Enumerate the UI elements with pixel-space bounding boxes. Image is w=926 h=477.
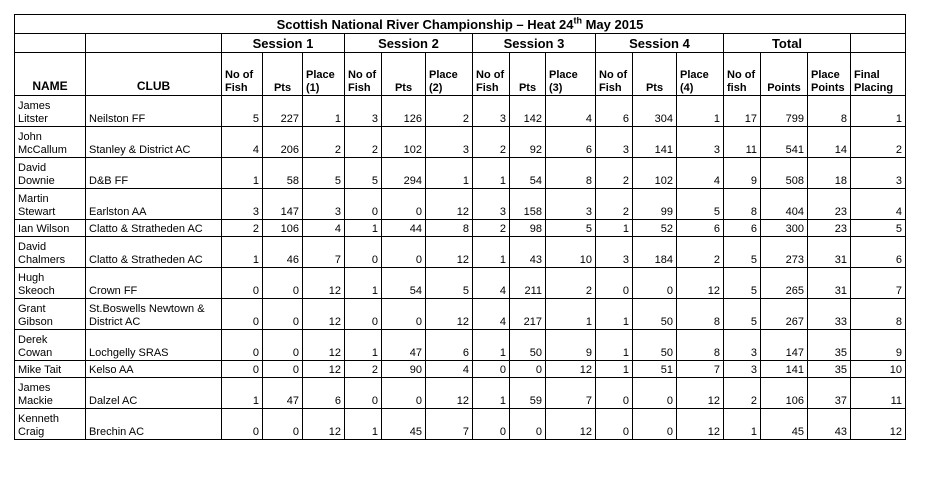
s4-place-cell: 6 — [677, 220, 724, 237]
s4-place-cell: 8 — [677, 299, 724, 330]
s4-place-cell: 7 — [677, 361, 724, 378]
angler-name-cell: Derek Cowan — [15, 330, 86, 361]
s1-place-cell: 12 — [303, 268, 345, 299]
session-2-header: Session 2 — [345, 34, 473, 53]
s2-fish-cell: 2 — [345, 361, 382, 378]
s4-place-cell: 12 — [677, 409, 724, 440]
s1-pts-cell: 0 — [263, 268, 303, 299]
s1-place-cell: 6 — [303, 378, 345, 409]
blank-header-cell — [851, 34, 906, 53]
s2-pts-cell: 0 — [382, 189, 426, 220]
s1-pts-cell: 0 — [263, 409, 303, 440]
s2-pts-cell: 102 — [382, 127, 426, 158]
place-points-cell: 31 — [808, 268, 851, 299]
s2-fish-cell: 1 — [345, 220, 382, 237]
angler-name-cell: Mike Tait — [15, 361, 86, 378]
s3-pts-cell: 217 — [510, 299, 546, 330]
s4-fish-cell: 2 — [596, 189, 633, 220]
s2-place-cell: 8 — [426, 220, 473, 237]
s2-pts-cell: 126 — [382, 96, 426, 127]
s4-place-cell: 12 — [677, 268, 724, 299]
table-row — [15, 237, 906, 268]
session-4-header: Session 4 — [596, 34, 724, 53]
s1-pts-cell: 147 — [263, 189, 303, 220]
club-cell: Earlston AA — [86, 189, 222, 220]
title-suffix: May 2015 — [581, 16, 644, 32]
s2-fish-cell: 2 — [345, 127, 382, 158]
table-row — [15, 158, 906, 189]
place-points-cell: 18 — [808, 158, 851, 189]
s2-pts-header: Pts — [382, 53, 426, 96]
s3-place-header: Place (3) — [546, 53, 596, 96]
total-fish-cell: 17 — [724, 96, 761, 127]
s1-fish-cell: 0 — [222, 330, 263, 361]
s1-place-cell: 12 — [303, 299, 345, 330]
club-cell: Crown FF — [86, 268, 222, 299]
title-main: Scottish National River Championship – Heat 24 — [276, 16, 574, 32]
place-points-cell: 23 — [808, 189, 851, 220]
place-points-cell: 14 — [808, 127, 851, 158]
s3-fish-cell: 2 — [473, 220, 510, 237]
table-row — [15, 299, 906, 330]
s4-fish-cell: 1 — [596, 220, 633, 237]
total-fish-cell: 6 — [724, 220, 761, 237]
s3-pts-cell: 43 — [510, 237, 546, 268]
total-points-cell: 799 — [761, 96, 808, 127]
s2-fish-cell: 1 — [345, 409, 382, 440]
angler-name-cell: Martin Stewart — [15, 189, 86, 220]
s1-fish-cell: 1 — [222, 158, 263, 189]
s1-place-cell: 2 — [303, 127, 345, 158]
blank-header-cell — [86, 34, 222, 53]
s1-fish-cell: 2 — [222, 220, 263, 237]
s3-place-cell: 10 — [546, 237, 596, 268]
s1-fish-cell: 4 — [222, 127, 263, 158]
club-cell: Lochgelly SRAS — [86, 330, 222, 361]
s2-pts-cell: 44 — [382, 220, 426, 237]
s2-fish-cell: 0 — [345, 378, 382, 409]
s4-place-header: Place (4) — [677, 53, 724, 96]
s1-place-cell: 7 — [303, 237, 345, 268]
s1-fish-cell: 0 — [222, 361, 263, 378]
total-fish-cell: 11 — [724, 127, 761, 158]
s4-pts-cell: 184 — [633, 237, 677, 268]
final-placing-cell: 6 — [851, 237, 906, 268]
s1-fish-cell: 1 — [222, 237, 263, 268]
total-points-cell: 508 — [761, 158, 808, 189]
s3-fish-cell: 1 — [473, 158, 510, 189]
blank-header-cell — [15, 34, 86, 53]
total-points-cell: 106 — [761, 378, 808, 409]
table-row — [15, 378, 906, 409]
table-row — [15, 189, 906, 220]
place-points-cell: 8 — [808, 96, 851, 127]
final-placing-cell: 1 — [851, 96, 906, 127]
s2-pts-cell: 45 — [382, 409, 426, 440]
club-cell: St.Boswells Newtown & District AC — [86, 299, 222, 330]
s2-place-cell: 12 — [426, 237, 473, 268]
title-superscript: th — [573, 15, 582, 26]
s3-fish-cell: 0 — [473, 409, 510, 440]
angler-name-cell: James Mackie — [15, 378, 86, 409]
s2-place-cell: 6 — [426, 330, 473, 361]
s2-pts-cell: 54 — [382, 268, 426, 299]
s3-pts-cell: 142 — [510, 96, 546, 127]
total-fish-cell: 3 — [724, 330, 761, 361]
s1-pts-cell: 58 — [263, 158, 303, 189]
final-placing-cell: 10 — [851, 361, 906, 378]
s3-fish-cell: 3 — [473, 189, 510, 220]
s4-pts-header: Pts — [633, 53, 677, 96]
s4-place-cell: 12 — [677, 378, 724, 409]
club-cell: Dalzel AC — [86, 378, 222, 409]
s3-pts-cell: 158 — [510, 189, 546, 220]
s1-fish-cell: 5 — [222, 96, 263, 127]
s2-fish-cell: 0 — [345, 237, 382, 268]
s3-pts-cell: 211 — [510, 268, 546, 299]
s3-fish-cell: 3 — [473, 96, 510, 127]
s1-place-cell: 5 — [303, 158, 345, 189]
s4-fish-header: No of Fish — [596, 53, 633, 96]
total-fish-cell: 3 — [724, 361, 761, 378]
total-fish-header: No of fish — [724, 53, 761, 96]
s1-fish-header: No of Fish — [222, 53, 263, 96]
s1-fish-cell: 0 — [222, 268, 263, 299]
s1-place-cell: 12 — [303, 409, 345, 440]
total-fish-cell: 5 — [724, 237, 761, 268]
s1-pts-header: Pts — [263, 53, 303, 96]
s4-place-cell: 4 — [677, 158, 724, 189]
s4-pts-cell: 0 — [633, 409, 677, 440]
place-points-cell: 23 — [808, 220, 851, 237]
s2-place-cell: 12 — [426, 299, 473, 330]
s2-fish-cell: 3 — [345, 96, 382, 127]
club-cell: D&B FF — [86, 158, 222, 189]
s2-pts-cell: 0 — [382, 237, 426, 268]
s2-place-cell: 12 — [426, 189, 473, 220]
championship-results-table — [14, 14, 906, 440]
table-row — [15, 409, 906, 440]
s4-place-cell: 8 — [677, 330, 724, 361]
total-header: Total — [724, 34, 851, 53]
final-placing-cell: 11 — [851, 378, 906, 409]
s4-fish-cell: 1 — [596, 361, 633, 378]
s3-place-cell: 12 — [546, 361, 596, 378]
s4-pts-cell: 141 — [633, 127, 677, 158]
s1-place-cell: 12 — [303, 361, 345, 378]
s4-fish-cell: 0 — [596, 268, 633, 299]
place-points-header: Place Points — [808, 53, 851, 96]
s1-place-cell: 1 — [303, 96, 345, 127]
total-fish-cell: 8 — [724, 189, 761, 220]
s2-fish-cell: 5 — [345, 158, 382, 189]
points-header: Points — [761, 53, 808, 96]
s2-place-header: Place (2) — [426, 53, 473, 96]
s3-place-cell: 4 — [546, 96, 596, 127]
total-points-cell: 45 — [761, 409, 808, 440]
angler-name-cell: James Litster — [15, 96, 86, 127]
total-fish-cell: 9 — [724, 158, 761, 189]
s2-place-cell: 4 — [426, 361, 473, 378]
place-points-cell: 37 — [808, 378, 851, 409]
s3-place-cell: 2 — [546, 268, 596, 299]
total-points-cell: 541 — [761, 127, 808, 158]
s3-pts-header: Pts — [510, 53, 546, 96]
club-cell: Clatto & Stratheden AC — [86, 220, 222, 237]
final-placing-header: Final Placing — [851, 53, 906, 96]
total-fish-cell: 5 — [724, 299, 761, 330]
s1-pts-cell: 0 — [263, 361, 303, 378]
s2-fish-cell: 1 — [345, 268, 382, 299]
angler-name-cell: Grant Gibson — [15, 299, 86, 330]
s1-place-cell: 12 — [303, 330, 345, 361]
s3-fish-cell: 1 — [473, 237, 510, 268]
s3-place-cell: 3 — [546, 189, 596, 220]
s3-pts-cell: 50 — [510, 330, 546, 361]
s2-place-cell: 7 — [426, 409, 473, 440]
s1-pts-cell: 0 — [263, 299, 303, 330]
s1-place-cell: 3 — [303, 189, 345, 220]
s4-fish-cell: 0 — [596, 409, 633, 440]
total-points-cell: 141 — [761, 361, 808, 378]
final-placing-cell: 8 — [851, 299, 906, 330]
total-fish-cell: 2 — [724, 378, 761, 409]
s4-fish-cell: 0 — [596, 378, 633, 409]
angler-name-cell: Hugh Skeoch — [15, 268, 86, 299]
s1-pts-cell: 0 — [263, 330, 303, 361]
s3-fish-cell: 2 — [473, 127, 510, 158]
session-3-header: Session 3 — [473, 34, 596, 53]
table-row — [15, 268, 906, 299]
s2-pts-cell: 0 — [382, 299, 426, 330]
angler-name-cell: Ian Wilson — [15, 220, 86, 237]
total-points-cell: 404 — [761, 189, 808, 220]
s3-fish-cell: 4 — [473, 268, 510, 299]
s4-pts-cell: 50 — [633, 299, 677, 330]
total-points-cell: 300 — [761, 220, 808, 237]
place-points-cell: 43 — [808, 409, 851, 440]
s3-place-cell: 12 — [546, 409, 596, 440]
final-placing-cell: 9 — [851, 330, 906, 361]
club-cell: Stanley & District AC — [86, 127, 222, 158]
s3-fish-cell: 4 — [473, 299, 510, 330]
s2-place-cell: 3 — [426, 127, 473, 158]
s4-place-cell: 3 — [677, 127, 724, 158]
table-row — [15, 220, 906, 237]
s4-fish-cell: 6 — [596, 96, 633, 127]
s4-pts-cell: 50 — [633, 330, 677, 361]
s1-pts-cell: 106 — [263, 220, 303, 237]
total-fish-cell: 1 — [724, 409, 761, 440]
s3-pts-cell: 0 — [510, 361, 546, 378]
club-column-header: CLUB — [86, 53, 222, 96]
s1-fish-cell: 3 — [222, 189, 263, 220]
s4-pts-cell: 0 — [633, 268, 677, 299]
s4-fish-cell: 1 — [596, 299, 633, 330]
club-cell: Neilston FF — [86, 96, 222, 127]
angler-name-cell: Kenneth Craig — [15, 409, 86, 440]
total-points-cell: 273 — [761, 237, 808, 268]
s1-pts-cell: 47 — [263, 378, 303, 409]
place-points-cell: 35 — [808, 361, 851, 378]
angler-name-cell: David Downie — [15, 158, 86, 189]
s2-place-cell: 12 — [426, 378, 473, 409]
s1-pts-cell: 227 — [263, 96, 303, 127]
name-column-header: NAME — [15, 53, 86, 96]
s4-pts-cell: 51 — [633, 361, 677, 378]
s1-pts-cell: 46 — [263, 237, 303, 268]
s3-place-cell: 8 — [546, 158, 596, 189]
total-fish-cell: 5 — [724, 268, 761, 299]
final-placing-cell: 3 — [851, 158, 906, 189]
s4-fish-cell: 3 — [596, 127, 633, 158]
s3-place-cell: 7 — [546, 378, 596, 409]
s2-place-cell: 5 — [426, 268, 473, 299]
s2-fish-cell: 0 — [345, 189, 382, 220]
s1-fish-cell: 0 — [222, 409, 263, 440]
s1-fish-cell: 1 — [222, 378, 263, 409]
s4-pts-cell: 99 — [633, 189, 677, 220]
final-placing-cell: 4 — [851, 189, 906, 220]
s3-pts-cell: 59 — [510, 378, 546, 409]
final-placing-cell: 12 — [851, 409, 906, 440]
s1-fish-cell: 0 — [222, 299, 263, 330]
s2-fish-cell: 0 — [345, 299, 382, 330]
s3-pts-cell: 98 — [510, 220, 546, 237]
s4-place-cell: 2 — [677, 237, 724, 268]
final-placing-cell: 5 — [851, 220, 906, 237]
total-points-cell: 267 — [761, 299, 808, 330]
s4-pts-cell: 0 — [633, 378, 677, 409]
s4-place-cell: 5 — [677, 189, 724, 220]
club-cell: Clatto & Stratheden AC — [86, 237, 222, 268]
place-points-cell: 33 — [808, 299, 851, 330]
s4-pts-cell: 52 — [633, 220, 677, 237]
s2-pts-cell: 294 — [382, 158, 426, 189]
s4-place-cell: 1 — [677, 96, 724, 127]
table-row — [15, 361, 906, 378]
s3-pts-cell: 92 — [510, 127, 546, 158]
s1-place-cell: 4 — [303, 220, 345, 237]
table-row — [15, 96, 906, 127]
angler-name-cell: John McCallum — [15, 127, 86, 158]
club-cell: Brechin AC — [86, 409, 222, 440]
s2-fish-header: No of Fish — [345, 53, 382, 96]
s4-fish-cell: 1 — [596, 330, 633, 361]
s3-pts-cell: 54 — [510, 158, 546, 189]
s3-fish-cell: 0 — [473, 361, 510, 378]
s2-pts-cell: 90 — [382, 361, 426, 378]
s3-place-cell: 1 — [546, 299, 596, 330]
place-points-cell: 31 — [808, 237, 851, 268]
s3-place-cell: 5 — [546, 220, 596, 237]
session-1-header: Session 1 — [222, 34, 345, 53]
angler-name-cell: David Chalmers — [15, 237, 86, 268]
total-points-cell: 147 — [761, 330, 808, 361]
s3-fish-cell: 1 — [473, 330, 510, 361]
s1-place-header: Place (1) — [303, 53, 345, 96]
table-row — [15, 330, 906, 361]
s2-place-cell: 1 — [426, 158, 473, 189]
s3-place-cell: 6 — [546, 127, 596, 158]
s4-pts-cell: 102 — [633, 158, 677, 189]
club-cell: Kelso AA — [86, 361, 222, 378]
s3-fish-cell: 1 — [473, 378, 510, 409]
s4-fish-cell: 2 — [596, 158, 633, 189]
total-points-cell: 265 — [761, 268, 808, 299]
s2-fish-cell: 1 — [345, 330, 382, 361]
s2-pts-cell: 47 — [382, 330, 426, 361]
s4-pts-cell: 304 — [633, 96, 677, 127]
table-title — [15, 15, 906, 34]
s3-place-cell: 9 — [546, 330, 596, 361]
s4-fish-cell: 3 — [596, 237, 633, 268]
s3-pts-cell: 0 — [510, 409, 546, 440]
s2-pts-cell: 0 — [382, 378, 426, 409]
s2-place-cell: 2 — [426, 96, 473, 127]
final-placing-cell: 7 — [851, 268, 906, 299]
table-row — [15, 127, 906, 158]
place-points-cell: 35 — [808, 330, 851, 361]
s1-pts-cell: 206 — [263, 127, 303, 158]
final-placing-cell: 2 — [851, 127, 906, 158]
s3-fish-header: No of Fish — [473, 53, 510, 96]
